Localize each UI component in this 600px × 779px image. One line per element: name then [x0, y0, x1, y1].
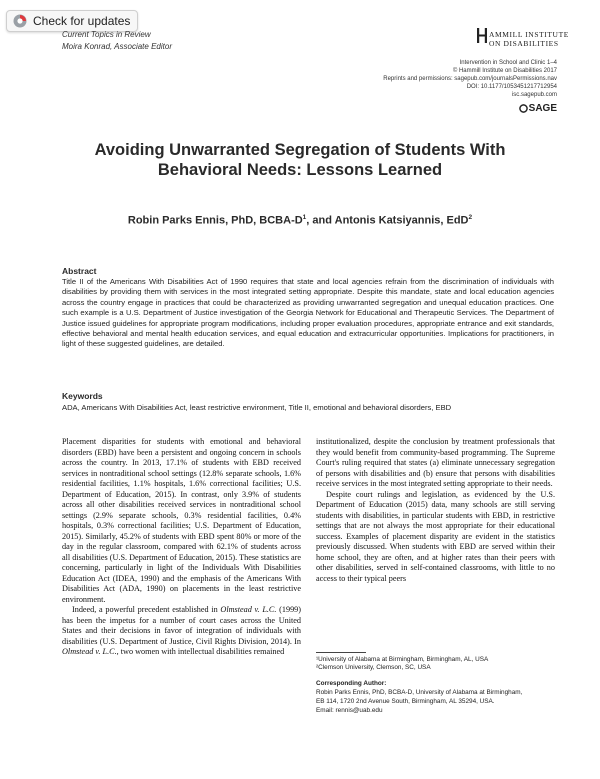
text-run: , two women with intellectual disabilities remained	[116, 647, 285, 656]
corresponding-author-line-2: EB 114, 1720 2nd Avenue South, Birmingham, AL 35294, USA.	[316, 698, 495, 705]
journal-citation: Intervention in School and Clinic 1–4	[459, 60, 557, 66]
journal-site-link[interactable]: isc.sagepub.com	[511, 92, 557, 98]
author-separator: , and	[306, 214, 335, 227]
author-2: Antonis Katsiyannis, EdD	[334, 214, 469, 227]
permissions-link[interactable]: Reprints and permissions: sagepub.com/journalsPermissions.nav	[383, 76, 557, 82]
refresh-badge-icon	[13, 14, 27, 28]
publisher-name: SAGE	[528, 103, 557, 114]
article-title	[40, 140, 560, 180]
body-paragraph: institutionalized, despite the conclusion by treatment professionals that they would benefit from community-based programming. The Supreme Court's ruling required that states (a) eliminate unnecessary segregation of persons with disabilities and (b) ensure that persons with disabilities receive services in the most integrated setting appropriate to their needs.	[316, 437, 555, 488]
body-column-left	[62, 437, 301, 767]
copyright-line: © Hammill Institute on Disabilities 2017	[452, 68, 557, 74]
doi-link[interactable]: DOI: 10.1177/1053451217712954	[466, 84, 557, 90]
keywords-text: ADA, Americans With Disabilities Act, least restrictive environment, Title II, emotional and behavioral disorders, EBD	[62, 403, 452, 412]
case-citation: Olmstead v. L.C.	[220, 605, 277, 614]
check-for-updates-button[interactable]	[6, 10, 138, 32]
text-run: (1999) has been the impetus for a number of court cases across the United States and their decisions in favor of integration of individuals with disabilities (U.S. Department of Justice, Civil Rights Division, 2014). In	[62, 605, 301, 646]
body-paragraph: Placement disparities for students with emotional and behavioral disorders (EBD) have been a persistent and ongoing concern in schools across the country. In 2013, 17.1% of students with EBD received services in nontraditional school settings (12.8% separate schools, 1.6% residential facilities, 1.1% hospitals, 1.6% correctional facilities; U.S. Department of Education, 2015). In contrast, only 3.9% of students across all other disabilities received services in nontraditional school settings (2.9% separate schools, 0.3% residential facilities, 0.4% hospitals, 0.3% correctional facilities; U.S. Department of Education, 2015). Similarly, 45.2% of students with EBD spent 80% or more of the day in the regular classroom, compared with 62.1% of students across all disabilities (U.S. Department of Education, 2015). These statistics are concerning, particularly in light of the Individuals With Disabilities Education Act (IDEA, 1990) and the emphasis of the Americans With Disabilities Act (ADA, 1990) on placements in the least restrictive environment.	[62, 437, 301, 604]
author-list	[40, 214, 560, 227]
author-2-affiliation-mark: 2	[468, 214, 473, 221]
author-1-affiliation-mark: 1	[302, 214, 307, 221]
corresponding-author-heading: Corresponding Author:	[316, 680, 387, 687]
affiliation-2: ²Clemson University, Clemson, SC, USA	[316, 664, 431, 671]
logo-text-line2: ON DISABILITIES	[489, 39, 559, 48]
footnote-divider	[316, 652, 366, 653]
affiliation-1: ¹University of Alabama at Birmingham, Birmingham, AL, USA	[316, 656, 489, 663]
author-1: Robin Parks Ennis, PhD, BCBA-D	[127, 214, 303, 227]
case-citation: Olmstead v. L.C.	[62, 647, 117, 656]
check-for-updates-label: Check for updates	[33, 14, 131, 28]
title-line-1: Avoiding Unwarranted Segregation of Students With	[94, 141, 506, 159]
body-paragraph: Despite court rulings and legislation, as evidenced by the U.S. Department of Education (2015) data, many schools are still serving students with disabilities, in particular students with EBD, in restrictive settings that are not always the most appropriate for their educational success. Examples of placement disparity are evident in the statistics previously discussed. When students with EBD are served within their home school, they are often, and at higher rates than their peers with other disabilities, served in self-contained classrooms, with little to no access to their typical peers	[316, 489, 555, 583]
corresponding-author-line-1: Robin Parks Ennis, PhD, BCBA-D, University of Alabama at Birmingham,	[316, 689, 523, 696]
abstract-text: Title II of the Americans With Disabilities Act of 1990 requires that state and local agencies refrain from the discrimination of individuals with disabilities by providing them with services in the most integrated setting appropriate. Despite this mandate, state and local education agencies across the country engage in practices that could be characterized as providing unwarranted segregation and unequal education practices. One such example is a U.S. Department of Justice investigation of the Georgia Network for Educational and Therapeutic Services. The Department of Justice issued guidelines for appropriate program modifications, including proper evaluation procedures, appropriate entrance and exit standards, effective behavioral and mental health education services, and equal education and extracurricular opportunities. Implications for practitioners, in light of these suggested guidelines, are detailed.	[62, 277, 554, 349]
body-column-right	[316, 437, 555, 649]
editor-label: Moira Konrad, Associate Editor	[62, 42, 172, 51]
text-run: Indeed, a powerful precedent established in	[72, 605, 221, 614]
hammill-h-logo-icon	[477, 28, 487, 43]
abstract-heading: Abstract	[62, 266, 97, 276]
keywords-heading: Keywords	[62, 391, 103, 401]
logo-text-line1: AMMILL INSTITUTE	[489, 30, 569, 39]
corresponding-author-email[interactable]: Email: rennis@uab.edu	[316, 707, 383, 714]
body-paragraph	[62, 605, 301, 658]
section-label: Current Topics in Review	[62, 30, 151, 39]
sage-logo	[519, 103, 557, 114]
title-line-2: Behavioral Needs: Lessons Learned	[157, 161, 443, 179]
sage-logo-icon	[519, 104, 528, 113]
